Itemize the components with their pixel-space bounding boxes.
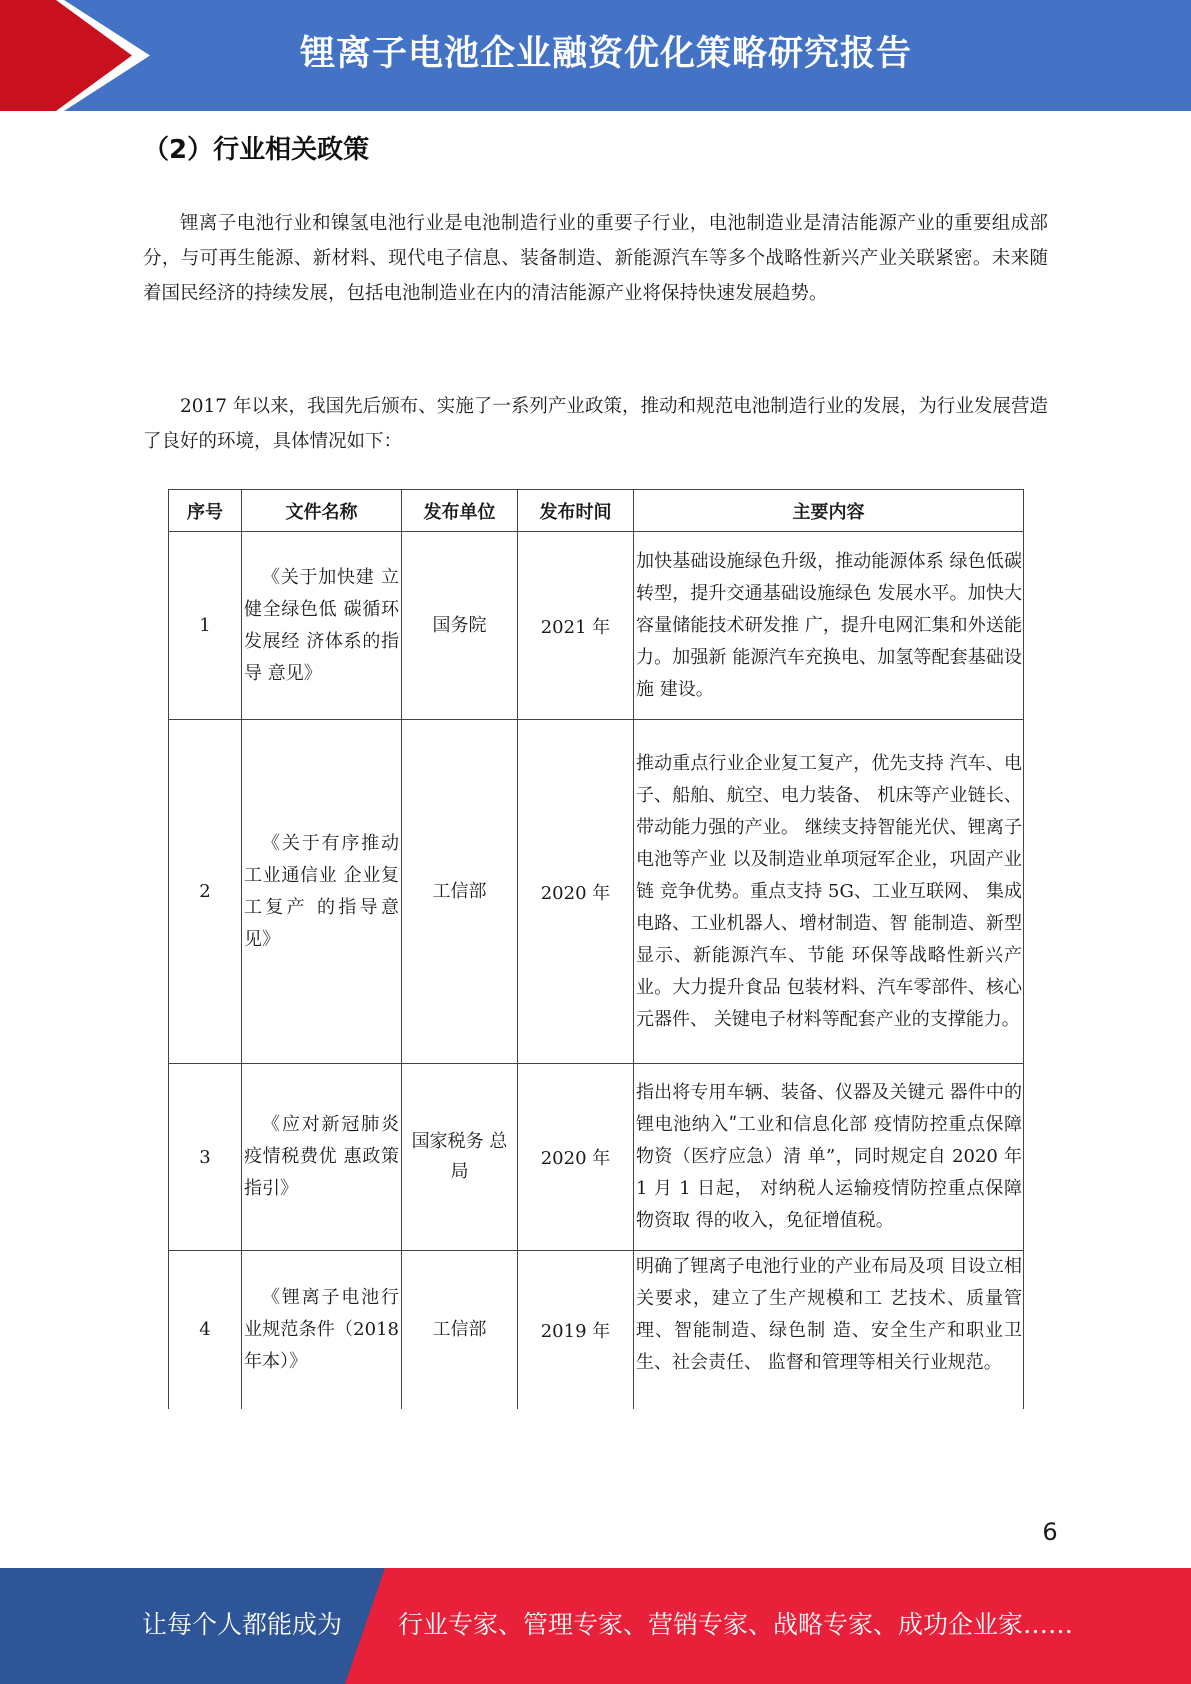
page-number: 6 bbox=[1042, 1518, 1058, 1546]
table-row bbox=[169, 1251, 1024, 1409]
paragraph-policy-intro: 2017 年以来，我国先后颁布、实施了一系列产业政策，推动和规范电池制造行业的发展，为行业发展营造了良好的环境，具体情况如下： bbox=[143, 396, 1048, 452]
cell-name-text: 《关于加快建 立健全绿色低 碳循环发展经 济体系的指导 意见》 bbox=[244, 566, 399, 684]
cell-content: 加快基础设施绿色升级，推动能源体系 绿色低碳转型，提升交通基础设施绿色 发展水平。加快大容量储能技术研发推 广，提升电网汇集和外送能力。加强新 能源汽车充换电、加氢等配套基础设施 建设。 bbox=[634, 532, 1024, 720]
cell-name bbox=[242, 720, 402, 1064]
header-dept: 发布单位 bbox=[402, 490, 518, 532]
cell-content: 指出将专用车辆、装备、仪器及关键元 器件中的锂电池纳入ʺ工业和信息化部 疫情防控重点保障物资（医疗应急）清 单”，同时规定自 2020 年 1 月 1 日起， 对纳税人运输疫情防控重点保障物资取 得的收入，免征增值税。 bbox=[634, 1064, 1024, 1251]
header-arrow-decoration bbox=[0, 0, 150, 111]
cell-no: 1 bbox=[169, 532, 242, 720]
section-heading: （2）行业相关政策 bbox=[143, 135, 370, 165]
page-footer bbox=[0, 1568, 1191, 1684]
page-header bbox=[0, 0, 1191, 111]
table-row bbox=[169, 720, 1024, 1064]
cell-dept bbox=[402, 532, 518, 720]
cell-no: 4 bbox=[169, 1251, 242, 1409]
cell-dept bbox=[402, 1064, 518, 1251]
cell-dept-text: 国家税务 总 bbox=[411, 1131, 508, 1152]
cell-date: 2021 年 bbox=[518, 532, 634, 720]
cell-name-text: 《锂离子电池行业规范条件（2018 年本）》 bbox=[244, 1286, 399, 1372]
cell-name bbox=[242, 532, 402, 720]
header-name: 文件名称 bbox=[242, 490, 402, 532]
cell-name-text: 《关于有序推动工业通信业 企业复工复产 的指导意见》 bbox=[244, 832, 399, 950]
cell-dept bbox=[402, 720, 518, 1064]
paragraph-intro: 锂离子电池行业和镍氢电池行业是电池制造行业的重要子行业，电池制造业是清洁能源产业的重要组成部分，与可再生能源、新材料、现代电子信息、装备制造、新能源汽车等多个战略性新兴产业关联紧密。未来随着国民经济的持续发展，包括电池制造业在内的清洁能源产业将保持快速发展趋势。 bbox=[143, 213, 1048, 304]
header-content: 主要内容 bbox=[634, 490, 1024, 532]
cell-date: 2019 年 bbox=[518, 1251, 634, 1409]
cell-no: 3 bbox=[169, 1064, 242, 1251]
report-title: 锂离子电池企业融资优化策略研究报告 bbox=[300, 34, 913, 74]
cell-date: 2020 年 bbox=[518, 720, 634, 1064]
cell-dept-text: 国务院 bbox=[432, 614, 487, 636]
cell-dept bbox=[402, 1251, 518, 1409]
cell-dept-text: 局 bbox=[450, 1161, 469, 1182]
cell-name-text: 《应对新冠肺炎疫情税费优 惠政策指引》 bbox=[244, 1114, 399, 1199]
policy-table bbox=[168, 489, 1024, 1409]
footer-slogan-right: 行业专家、管理专家、营销专家、战略专家、成功企业家…… bbox=[398, 1610, 1074, 1639]
table-row bbox=[169, 532, 1024, 720]
cell-date: 2020 年 bbox=[518, 1064, 634, 1251]
header-date: 发布时间 bbox=[518, 490, 634, 532]
cell-content: 推动重点行业企业复工复产，优先支持 汽车、电子、船舶、航空、电力装备、 机床等产业链长、带动能力强的产业。 继续支持智能光伏、锂离子电池等产业 以及制造业单项冠军企业，巩固产业链 竞争优势。重点支持 5G、工业互联网、 集成电路、工业机器人、增材制造、智 能制造、新型显示、新能源汽车、节能 环保等战略性新兴产业。大力提升食品 包装材料、汽车零部件、核心元器件、 关键电子材料等配套产业的支撑能力。 bbox=[634, 720, 1024, 1064]
cell-name bbox=[242, 1251, 402, 1409]
table-header-row bbox=[169, 490, 1024, 532]
cell-name bbox=[242, 1064, 402, 1251]
cell-dept-text: 工信部 bbox=[432, 1318, 487, 1340]
cell-content: 明确了锂离子电池行业的产业布局及项 目设立相关要求，建立了生产规模和工 艺技术、质量管理、智能制造、绿色制 造、安全生产和职业卫生、社会责任、 监督和管理等相关行业规范。 bbox=[634, 1251, 1024, 1409]
cell-no: 2 bbox=[169, 720, 242, 1064]
header-no: 序号 bbox=[169, 490, 242, 532]
table-row bbox=[169, 1064, 1024, 1251]
footer-slogan-left: 让每个人都能成为 bbox=[142, 1610, 343, 1639]
cell-dept-text: 工信部 bbox=[432, 880, 487, 902]
